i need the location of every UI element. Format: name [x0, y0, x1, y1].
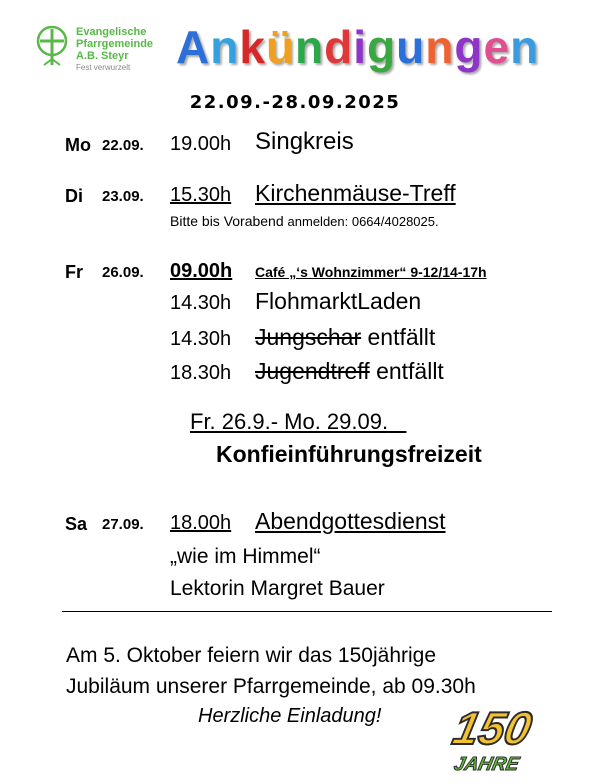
time-di: 15.30h — [170, 184, 232, 206]
title-letter: n — [510, 21, 540, 73]
konfi-title: Konfieinführungsfreizeit — [216, 441, 482, 467]
event-singkreis: Singkreis — [255, 128, 354, 155]
title-letter: d — [324, 21, 354, 73]
event-quote: „wie im Himmel“ — [170, 545, 321, 568]
date-sa: 27.09. — [102, 516, 144, 533]
time-fr-1: 09.00h — [170, 260, 233, 282]
cross-tree-icon — [34, 25, 70, 67]
event-jugendtreff: Jugendtreff entfällt — [255, 358, 444, 384]
badge-number: 150 — [448, 702, 537, 754]
event-flohmarkt: FlohmarktLaden — [255, 288, 422, 314]
date-mo: 22.09. — [102, 137, 144, 154]
title-letter: e — [483, 21, 511, 73]
divider — [62, 611, 552, 612]
event-kirchenmaeuse: Kirchenmäuse-Treff — [255, 180, 456, 206]
title-letter: u — [396, 21, 426, 73]
note-di: Bitte bis Vorabend anmelden: 0664/4028025. — [170, 213, 439, 229]
jubilee-line-1: Am 5. Oktober feiern wir das 150jährige — [66, 644, 437, 667]
title-letter: i — [353, 21, 368, 73]
title-letter: ü — [265, 21, 296, 73]
konfi-dates: Fr. 26.9.- Mo. 29.09. — [190, 409, 389, 434]
date-fr: 26.09. — [102, 264, 144, 281]
day-sa: Sa — [65, 514, 88, 534]
title-letter: n — [425, 21, 455, 73]
date-range: 22.09.-28.09.2025 — [189, 92, 401, 113]
title-letter: n — [295, 21, 325, 73]
title-letter: g — [367, 21, 397, 73]
time-fr-2: 14.30h — [170, 292, 232, 314]
event-abendgottesdienst: Abendgottesdienst — [255, 508, 446, 534]
logo-text: Evangelische Pfarrgemeinde A.B. Steyr — [76, 26, 154, 62]
150-jahre-badge — [442, 700, 560, 776]
badge-word: JAHRE — [452, 754, 521, 775]
day-di: Di — [65, 186, 83, 206]
title-letter: k — [239, 21, 266, 73]
title-letter: n — [210, 21, 240, 73]
time-mo: 19.00h — [170, 133, 232, 155]
title-letter: A — [176, 21, 211, 73]
event-cafe: Café „‘s Wohnzimmer“ 9-12/14-17h — [255, 264, 487, 280]
event-reader: Lektorin Margret Bauer — [170, 577, 385, 600]
title-letter: g — [454, 21, 484, 73]
day-mo: Mo — [65, 135, 91, 155]
invitation: Herzliche Einladung! — [198, 705, 382, 727]
time-fr-4: 18.30h — [170, 362, 232, 384]
event-jungschar: Jungschar entfällt — [255, 324, 436, 350]
time-sa: 18.00h — [170, 512, 232, 534]
page-title — [176, 20, 539, 74]
time-fr-3: 14.30h — [170, 328, 232, 350]
date-di: 23.09. — [102, 188, 144, 205]
logo-tagline: Fest verwurzelt — [76, 63, 131, 72]
jubilee-line-2: Jubiläum unserer Pfarrgemeinde, ab 09.30h — [66, 675, 476, 698]
day-fr: Fr — [65, 262, 83, 282]
